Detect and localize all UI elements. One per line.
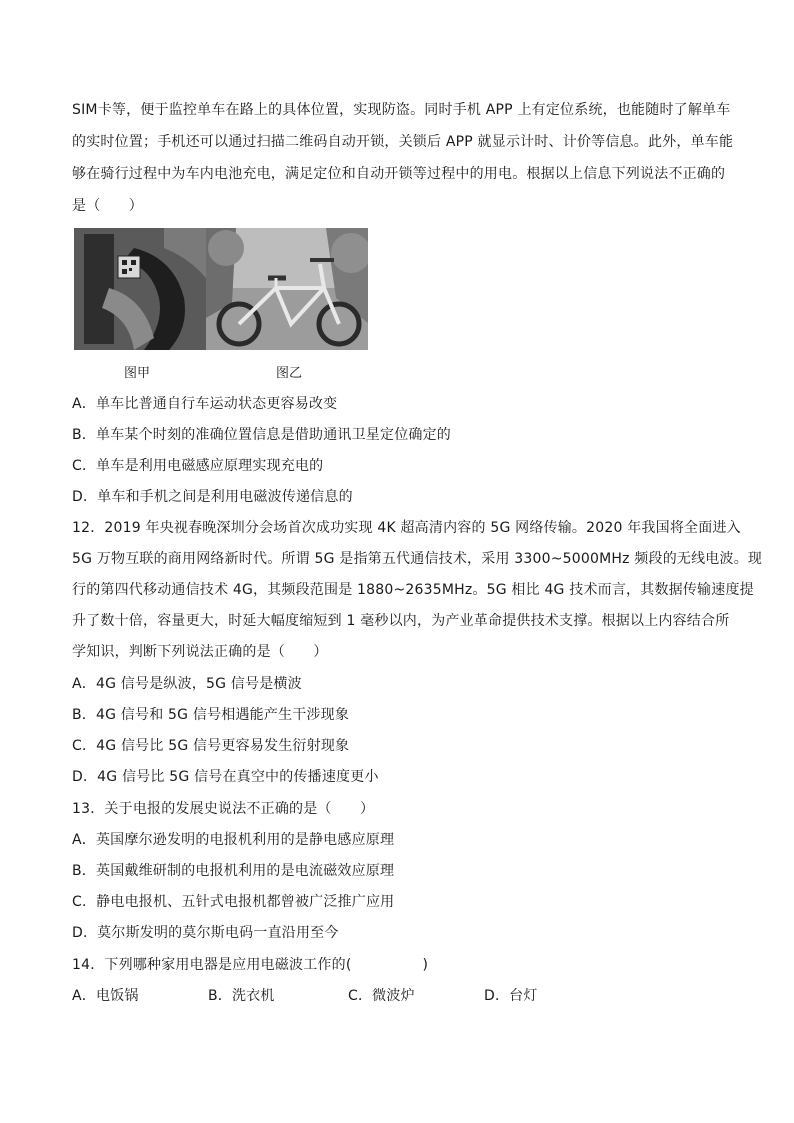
q11-intro-line: SIM卡等，便于监控单车在路上的具体位置，实现防盗。同时手机 APP 上有定位系统，也能随时了解单车: [72, 102, 731, 118]
q12-stem-line: 学知识，判断下列说法正确的是（ ）: [72, 644, 328, 660]
q12-stem-line: 12．2019 年央视春晚深圳分会场首次成功实现 4K 超高清内容的 5G 网络传输。2020 年我国将全面进入: [72, 520, 741, 536]
q14-stem: 14．下列哪种家用电器是应用电磁波工作的( ): [72, 957, 429, 973]
q14-option-b: B．洗衣机: [208, 988, 275, 1004]
q12-option-d: D．4G 信号比 5G 信号在真空中的传播速度更小: [72, 769, 379, 785]
q11-option-c: C．单车是利用电磁感应原理实现充电的: [72, 458, 324, 474]
q14-option-a: A．电饭锅: [72, 988, 139, 1004]
bike-figure: [74, 228, 368, 350]
q11-option-d: D．单车和手机之间是利用电磁波传递信息的: [72, 489, 353, 505]
q12-stem-line: 升了数十倍，容量更大，时延大幅度缩短到 1 毫秒以内，为产业革命提供技术支撑。根据以上内容结合所: [72, 613, 730, 629]
q12-stem-line: 行的第四代移动通信技术 4G，其频段范围是 1880~2635MHz。5G 相比 4G 技术而言，其数据传输速度提: [72, 582, 754, 598]
q12-option-b: B．4G 信号和 5G 信号相遇能产生干涉现象: [72, 707, 350, 723]
q11-option-a: A．单车比普通自行车运动状态更容易改变: [72, 396, 338, 412]
q11-intro-line: 够在骑行过程中为车内电池充电，满足定位和自动开锁等过程中的用电。根据以上信息下列说法不正确的: [72, 166, 726, 182]
q13-stem: 13．关于电报的发展史说法不正确的是（ ）: [72, 801, 375, 817]
q14-option-c: C．微波炉: [348, 988, 415, 1004]
q12-option-c: C．4G 信号比 5G 信号更容易发生衍射现象: [72, 738, 350, 754]
q12-stem-line: 5G 万物互联的商用网络新时代。所谓 5G 是指第五代通信技术，采用 3300~5000MHz 频段的无线电波。现: [72, 551, 763, 567]
q11-option-b: B．单车某个时刻的准确位置信息是借助通讯卫星定位确定的: [72, 427, 452, 443]
q14-options-row: [72, 986, 732, 1006]
bike-street-photo: [206, 228, 368, 350]
q13-option-b: B．英国戴维研制的电报机利用的是电流磁效应原理: [72, 863, 395, 879]
q14-option-d: D．台灯: [484, 988, 538, 1004]
q12-option-a: A．4G 信号是纵波，5G 信号是横波: [72, 676, 302, 692]
q13-option-a: A．英国摩尔逊发明的电报机利用的是静电感应原理: [72, 832, 395, 848]
q11-intro-line: 是（ ）: [72, 198, 143, 214]
q13-option-c: C．静电电报机、五针式电报机都曾被广泛推广应用: [72, 894, 395, 910]
figure-caption-b: 图乙: [276, 366, 303, 381]
bike-lock-photo: [74, 228, 206, 350]
q13-option-d: D．莫尔斯发明的莫尔斯电码一直沿用至今: [72, 925, 339, 941]
q11-intro-line: 的实时位置；手机还可以通过扫描二维码自动开锁，关锁后 APP 就显示计时、计价等信息。此外，单车能: [72, 134, 734, 150]
figure-caption-a: 图甲: [124, 366, 151, 381]
